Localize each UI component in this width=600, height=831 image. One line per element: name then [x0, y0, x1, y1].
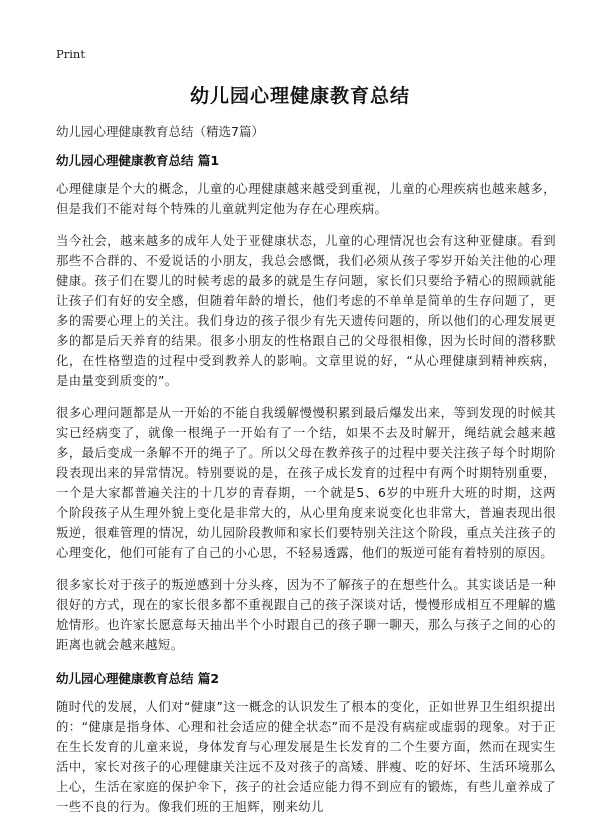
section-2: [56, 669, 556, 817]
paragraph: 当今社会，越来越多的成年人处于亚健康状态，儿童的心理情况也会有这种亚健康。看到那些不合群的、不爱说话的小朋友，我总会感慨，我们必须从孩子零岁开始关注他的心理健康。孩子们在婴儿的时候考虑的最多的就是生存问题，家长们只要给予精心的照顾就能让孩子们有好的安全感，但随着年龄的增长，他们考虑的不单单是简单的生存问题了，更多的需要心理上的关注。我们身边的孩子很少有先天遗传问题的，所以他们的心理发展更多的都是后天养育的结果。很多小朋友的性格跟自己的父母很相像，因为长时间的潜移默化，在性格塑造的过程中受到教养人的影响。文章里说的好，“从心理健康到精神疾病，是由量变到质变的”。: [56, 234, 556, 388]
section-heading: 幼儿园心理健康教育总结 篇2: [56, 671, 220, 686]
print-link[interactable]: Print: [56, 47, 85, 61]
paragraph: 很多心理问题都是从一开始的不能自我缓解慢慢积累到最后爆发出来，等到发现的时候其实已经病变了，就像一根绳子一开始有了一个结，如果不去及时解开，绳结就会越来越多，最后变成一条解不开的绳子了。所以父母在教养孩子的过程中要关注孩子每个时期阶段表现出来的异常情况。特别要说的是，在孩子成长发育的过程中有两个时期特别重要，一个是大家都普遍关注的十几岁的青春期，一个就是5、6岁的中班升大班的时期，这两个阶段孩子从生理外貌上变化是非常大的，从心里角度来说变化也非常大，普遍表现出很叛逆，很难管理的情况，幼儿园阶段教师和家长们要特别关注这个阶段，重点关注孩子的心理变化，他们可能有了自己的小心思，不轻易透露，他们的叛逆可能有着特别的原因。: [56, 406, 556, 560]
paragraph: 很多家长对于孩子的叛逆感到十分头疼，因为不了解孩子的在想些什么。其实谈话是一种很好的方式，现在的家长很多都不重视跟自己的孩子深谈对话，慢慢形成相互不理解的尴尬情形。也许家长愿意每天抽出半个小时跟自己的孩子聊一聊天，那么与孩子之间的心的距离也就会越来越短。: [56, 578, 556, 652]
paragraph: 随时代的发展，人们对“健康”这一概念的认识发生了根本的变化，正如世界卫生组织提出的：“健康是指身体、心理和社会适应的健全状态”而不是没有病症或虚弱的现象。对于正在生长发育的儿童来说，身体发育与心理发展是生长发育的二个生要方面，然而在现实生活中，家长对孩子的心理健康关注远不及对孩子的高矮、胖瘦、吃的好坏、生活环境那么上心，生活在家庭的保护伞下，孩子的社会适应能力得不到应有的锻炼，有些儿童养成了一些不良的行为。像我们班的王旭辉，刚来幼儿: [56, 700, 556, 814]
document-subtitle: 幼儿园心理健康教育总结（精选7篇）: [56, 124, 264, 139]
section-1: [56, 151, 556, 655]
paragraph: 心理健康是个大的概念，儿童的心理健康越来越受到重视，儿童的心理疾病也越来越多，但是我们不能对每个特殊的儿童就判定他为存在心理疾病。: [56, 182, 556, 216]
article-body: [56, 151, 556, 831]
section-heading: 幼儿园心理健康教育总结 篇1: [56, 153, 220, 168]
page-title: 幼儿园心理健康教育总结: [189, 85, 410, 107]
